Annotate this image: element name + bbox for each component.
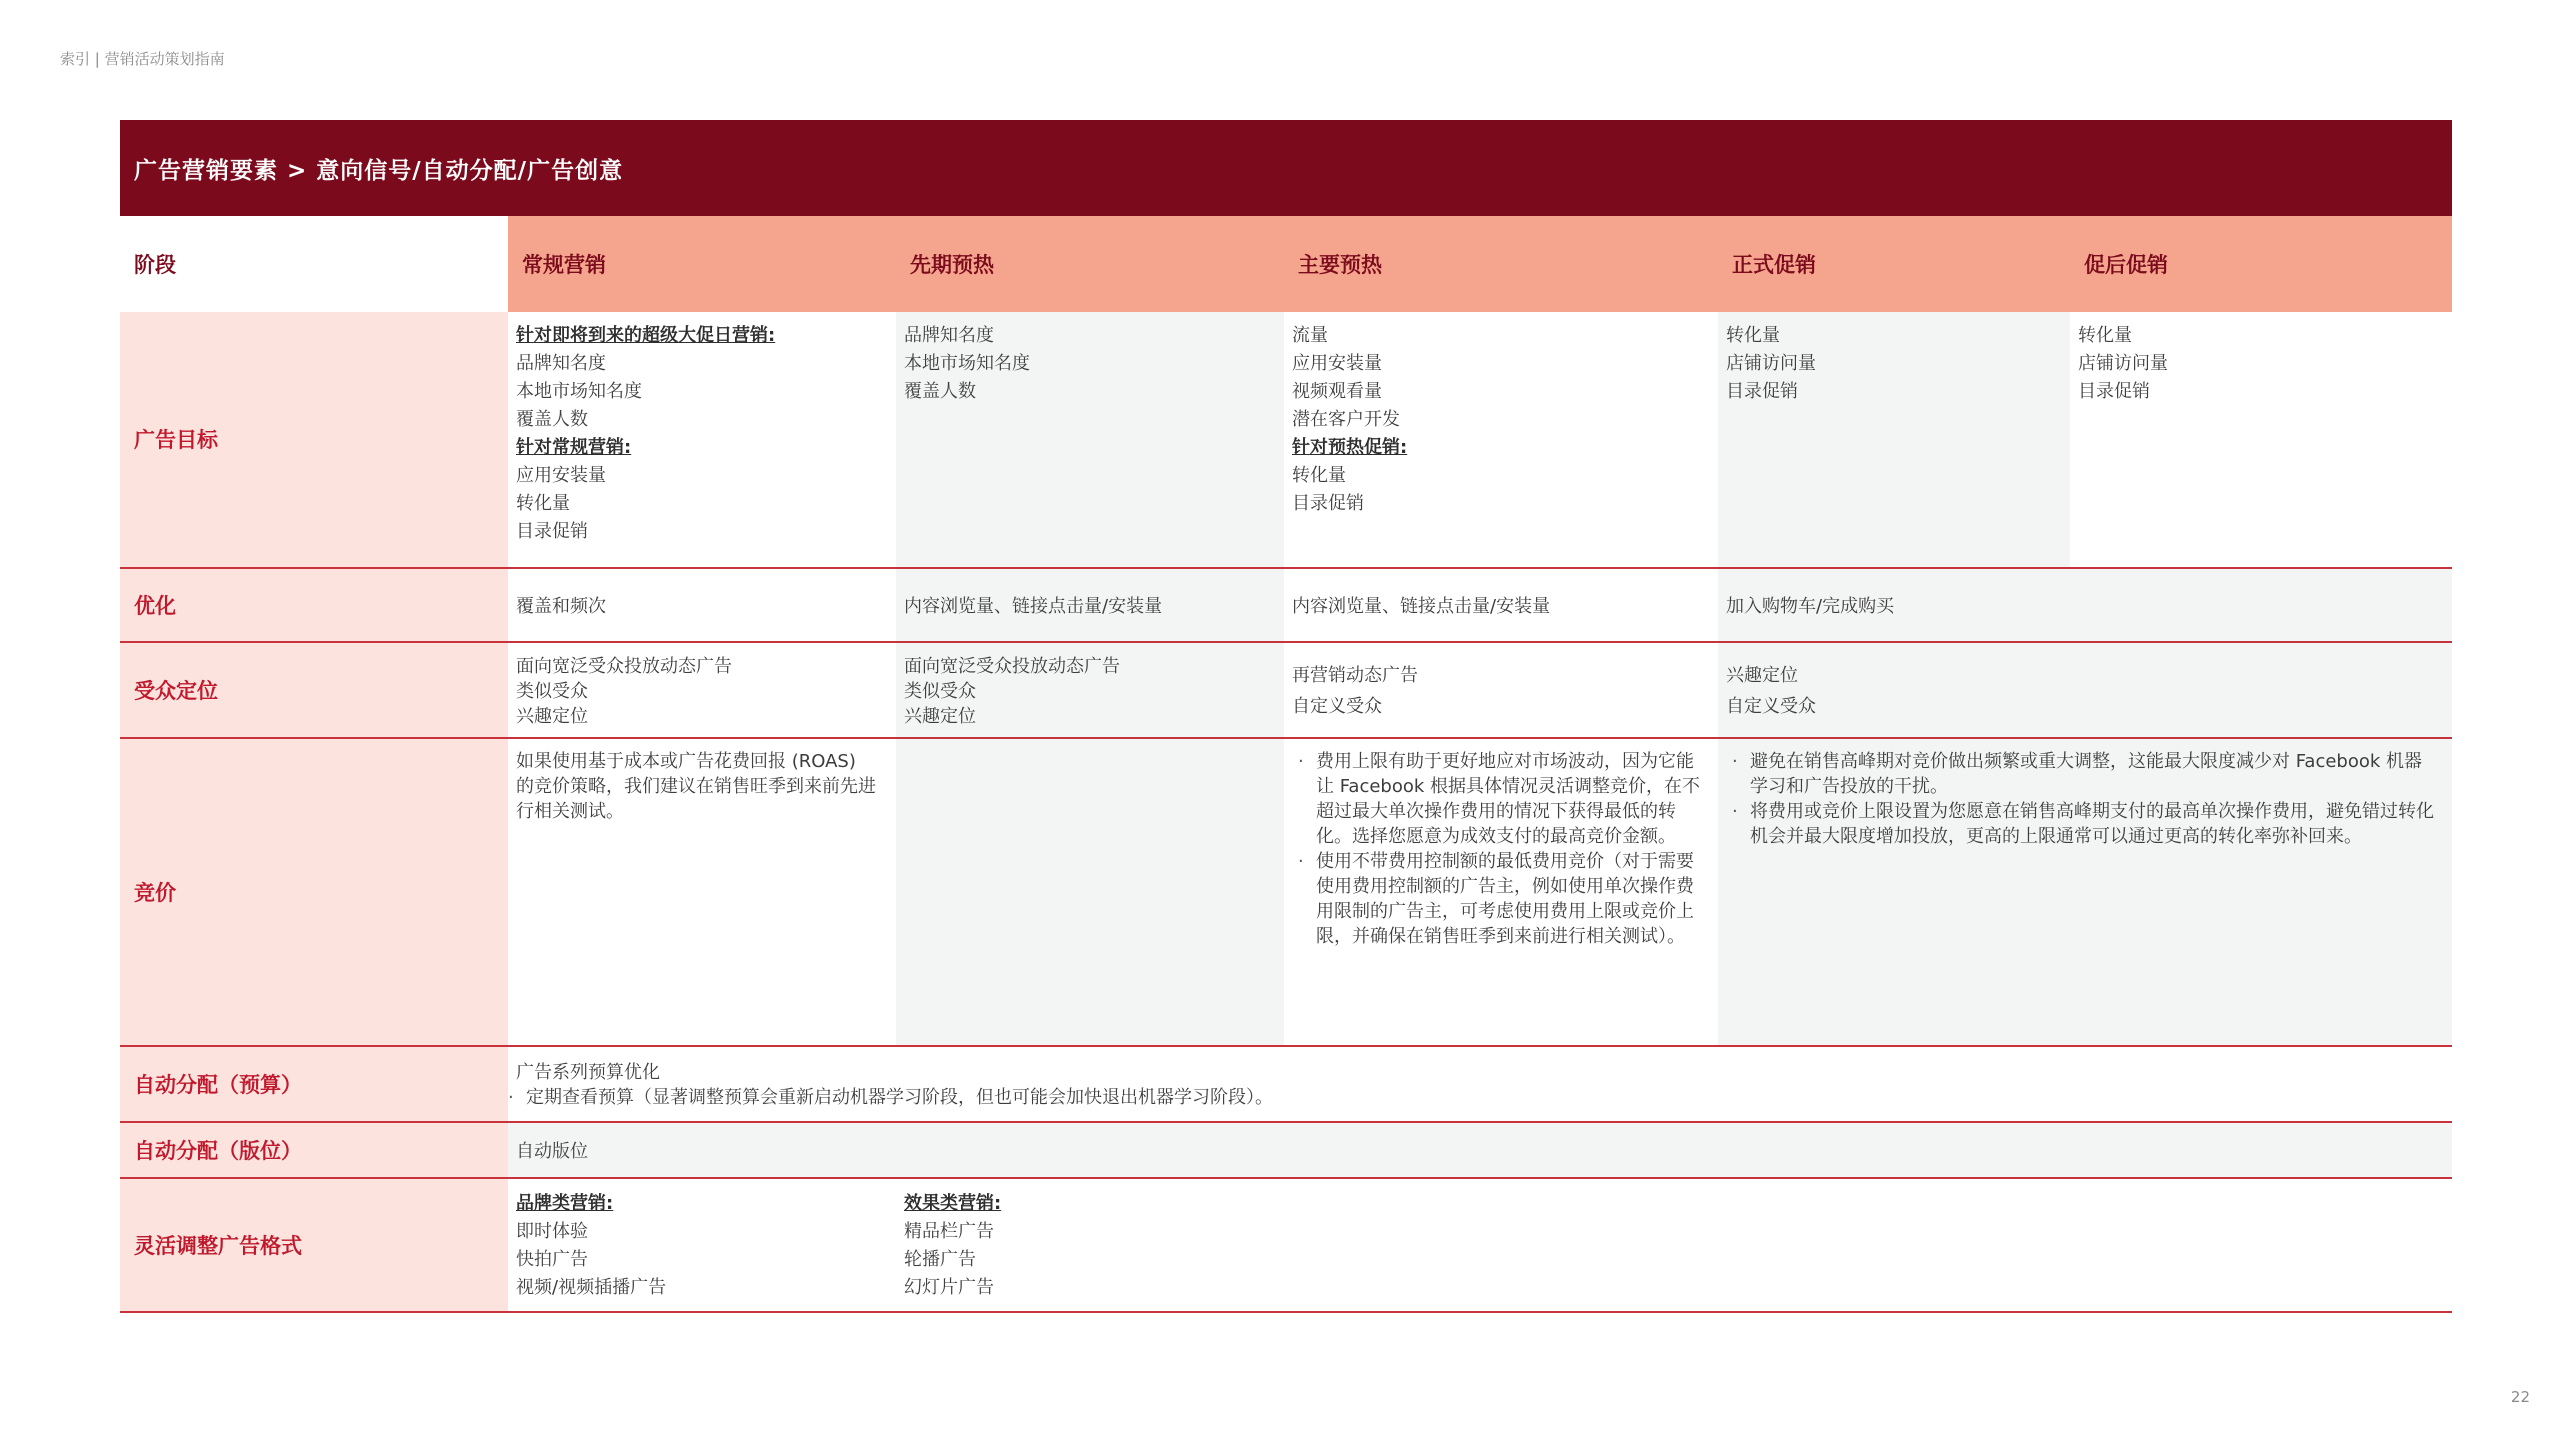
row-targeting	[120, 642, 2452, 738]
list-item: 轮播广告	[904, 1249, 976, 1270]
list-item: 目录促销	[516, 521, 588, 542]
list-item: 目录促销	[2078, 381, 2150, 402]
list-item: 品牌知名度	[904, 325, 994, 346]
bidding-regular-text: 如果使用基于成本或广告花费回报 (ROAS) 的竞价策略，我们建议在销售旺季到来前先进行相关测试。	[516, 751, 876, 822]
list-item: 本地市场知名度	[904, 353, 1030, 374]
row-label-formats: 灵活调整广告格式	[120, 1178, 508, 1312]
row-optimization	[120, 568, 2452, 642]
list-item: · 费用上限有助于更好地应对市场波动，因为它能让 Facebook 根据具体情况灵活调整竞价，在不超过最大单次操作费用的情况下获得最低的转化。选择您愿意为成效支付的最高竞价金额。	[1292, 749, 1704, 849]
cell-optimization-early: 内容浏览量、链接点击量/安装量	[896, 568, 1284, 642]
list-item: 覆盖人数	[904, 381, 976, 402]
cell-formats-performance	[896, 1178, 2452, 1312]
cell-goals-early	[896, 312, 1284, 568]
cell-bidding-main	[1284, 738, 1718, 1046]
row-placement	[120, 1122, 2452, 1178]
formats-performance-heading: 效果类营销:	[904, 1193, 1002, 1214]
list-item: · 定期查看预算（显著调整预算会重新启动机器学习阶段，但也可能会加快退出机器学习阶段）。	[502, 1085, 2444, 1110]
list-item: · 使用不带费用控制额的最低费用竞价（对于需要使用费用控制额的广告主，例如使用单次操作费用限制的广告主，可考虑使用费用上限或竞价上限，并确保在销售旺季到来前进行相关测试）。	[1292, 849, 1704, 949]
cell-goals-promo	[1718, 312, 2070, 568]
cell-optimization-promo: 加入购物车/完成购买	[1718, 568, 2452, 642]
breadcrumb: 索引 | 营销活动策划指南	[60, 50, 225, 68]
list-item: 覆盖人数	[516, 409, 588, 430]
planning-table-sheet	[120, 120, 2452, 1313]
list-item: · 避免在销售高峰期对竞价做出频繁或重大调整，这能最大限度减少对 Facebook 机器学习和广告投放的干扰。	[1726, 749, 2434, 799]
list-item: 本地市场知名度	[516, 381, 642, 402]
cell-bidding-regular	[508, 738, 896, 1046]
list-item: 兴趣定位	[1726, 665, 1798, 686]
planning-table	[120, 216, 2452, 1313]
formats-brand-heading: 品牌类营销:	[516, 1193, 614, 1214]
page-number: 22	[2510, 1388, 2530, 1406]
list-item: 即时体验	[516, 1221, 588, 1242]
column-header-early: 先期预热	[896, 216, 1284, 312]
page-title: 广告营销要素 > 意向信号/自动分配/广告创意	[120, 120, 2452, 216]
list-item: 店铺访问量	[1726, 353, 1816, 374]
cell-targeting-promo	[1718, 642, 2452, 738]
list-item: 面向宽泛受众投放动态广告	[516, 655, 732, 677]
cell-placement: 自动版位	[508, 1122, 2452, 1178]
list-item: 转化量	[516, 493, 570, 514]
row-goals	[120, 312, 2452, 568]
cell-optimization-main: 内容浏览量、链接点击量/安装量	[1284, 568, 1718, 642]
cell-optimization-regular: 覆盖和频次	[508, 568, 896, 642]
cell-targeting-regular	[508, 642, 896, 738]
list-item: 兴趣定位	[516, 705, 588, 727]
list-item: 流量	[1292, 325, 1328, 346]
list-item: 目录促销	[1726, 381, 1798, 402]
list-item: 自定义受众	[1292, 696, 1382, 717]
row-label-budget: 自动分配（预算）	[120, 1046, 508, 1122]
column-header-post: 促后促销	[2070, 216, 2452, 312]
column-header-stage: 阶段	[120, 216, 508, 312]
list-item: 面向宽泛受众投放动态广告	[904, 655, 1120, 677]
cell-goals-regular	[508, 312, 896, 568]
list-item: 转化量	[1292, 465, 1346, 486]
column-header-promo: 正式促销	[1718, 216, 2070, 312]
row-formats	[120, 1178, 2452, 1312]
list-item: 目录促销	[1292, 493, 1364, 514]
list-item: 应用安装量	[516, 465, 606, 486]
list-item: 兴趣定位	[904, 705, 976, 727]
list-item: 应用安装量	[1292, 353, 1382, 374]
cell-formats-brand	[508, 1178, 896, 1312]
list-item: · 将费用或竞价上限设置为您愿意在销售高峰期支付的最高单次操作费用，避免错过转化机会并最大限度增加投放，更高的上限通常可以通过更高的转化率弥补回来。	[1726, 799, 2434, 849]
row-label-goals: 广告目标	[120, 312, 508, 568]
row-label-targeting: 受众定位	[120, 642, 508, 738]
list-item: 视频/视频插播广告	[516, 1277, 667, 1298]
cell-budget	[508, 1046, 2452, 1122]
cell-bidding-promo	[1718, 738, 2452, 1046]
list-item: 精品栏广告	[904, 1221, 994, 1242]
list-item: 品牌知名度	[516, 353, 606, 374]
row-bidding	[120, 738, 2452, 1046]
list-item: 潜在客户开发	[1292, 409, 1400, 430]
row-budget	[120, 1046, 2452, 1122]
column-header-regular: 常规营销	[508, 216, 896, 312]
cell-targeting-early	[896, 642, 1284, 738]
column-header-main: 主要预热	[1284, 216, 1718, 312]
cell-bidding-early	[896, 738, 1284, 1046]
row-label-placement: 自动分配（版位）	[120, 1122, 508, 1178]
list-item: 幻灯片广告	[904, 1277, 994, 1298]
cell-targeting-main	[1284, 642, 1718, 738]
list-item: 类似受众	[904, 680, 976, 702]
goals-regular-heading-1: 针对即将到来的超级大促日营销:	[516, 325, 776, 346]
list-item: 转化量	[1726, 325, 1780, 346]
row-label-bidding: 竞价	[120, 738, 508, 1046]
goals-main-heading: 针对预热促销:	[1292, 437, 1408, 458]
list-item: 类似受众	[516, 680, 588, 702]
list-item: 再营销动态广告	[1292, 665, 1418, 686]
cell-goals-post	[2070, 312, 2452, 568]
list-item: 店铺访问量	[2078, 353, 2168, 374]
column-header-row	[120, 216, 2452, 312]
row-label-optimization: 优化	[120, 568, 508, 642]
cell-goals-main	[1284, 312, 1718, 568]
list-item: 自定义受众	[1726, 696, 1816, 717]
list-item: 快拍广告	[516, 1249, 588, 1270]
list-item: 转化量	[2078, 325, 2132, 346]
budget-line: 广告系列预算优化	[516, 1062, 660, 1083]
goals-regular-heading-2: 针对常规营销:	[516, 437, 632, 458]
list-item: 视频观看量	[1292, 381, 1382, 402]
